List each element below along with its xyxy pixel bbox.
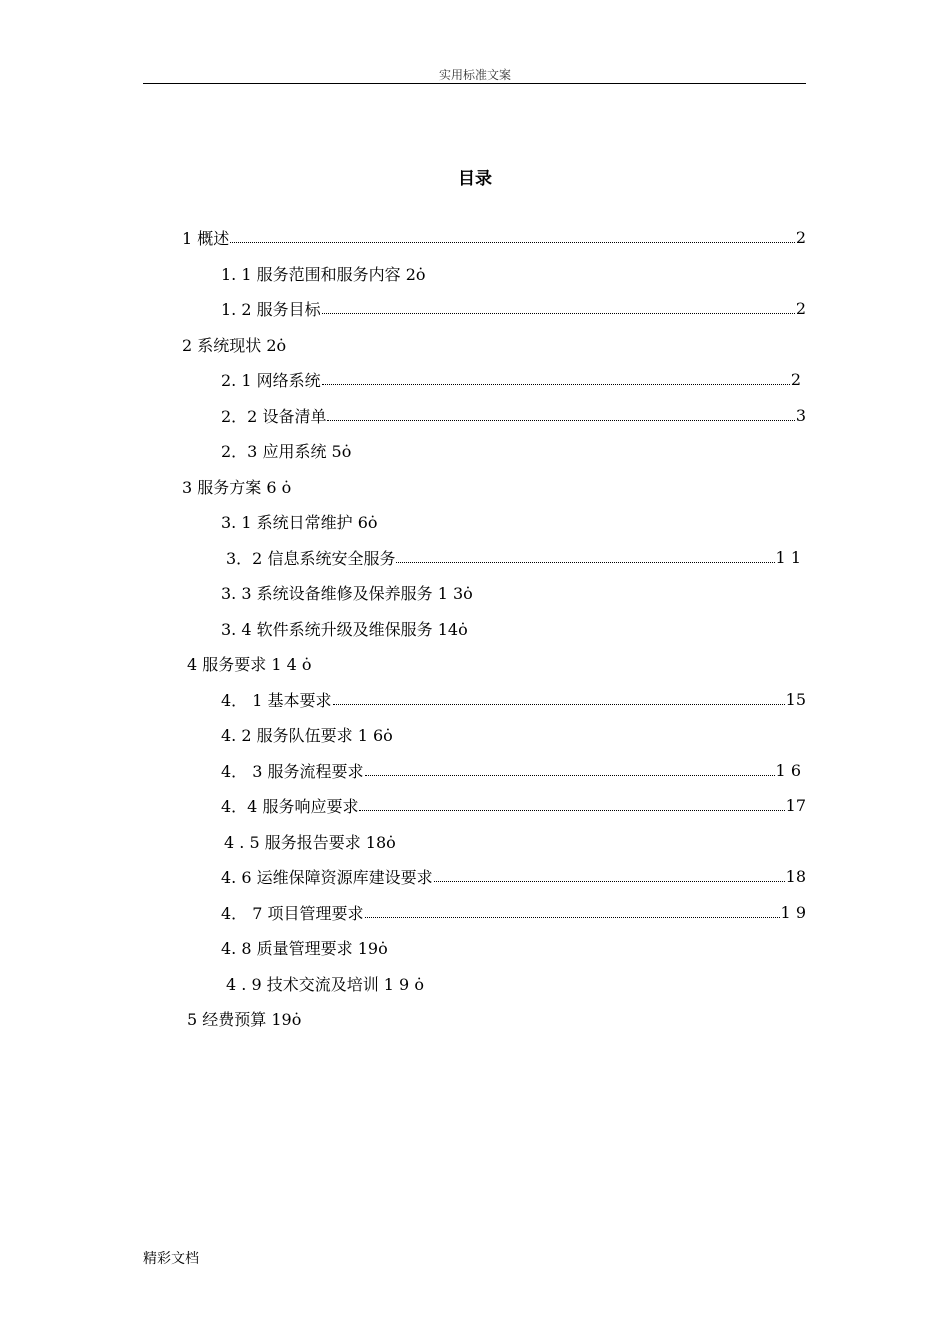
toc-entry-label: 5 经费预算 19ȯ xyxy=(187,1010,302,1029)
toc-entry-label: 3．2 信息系统安全服务 xyxy=(226,548,396,568)
toc-entry-label: 2．2 设备清单 xyxy=(221,406,327,426)
footer-text: 精彩文档 xyxy=(143,1251,199,1267)
toc-entry-label: 4． 3 服务流程要求 xyxy=(221,761,364,781)
toc-entry-label: 3. 4 软件系统升级及维保服务 14ȯ xyxy=(221,619,468,639)
toc-entry[interactable] xyxy=(187,646,787,681)
toc-entry-label: 4． 7 项目管理要求 xyxy=(221,903,364,923)
toc-entry[interactable] xyxy=(221,362,801,397)
header-text: 实用标准文案 xyxy=(438,68,511,82)
toc-page-number: 17 xyxy=(785,796,806,815)
toc-dot-leader xyxy=(365,901,780,918)
toc-entry-label: 3. 1 系统日常维护 6ȯ xyxy=(221,513,378,532)
toc-entry-label: 1 概述 xyxy=(182,229,230,248)
toc-entry[interactable] xyxy=(221,895,806,930)
toc-page-number: 15 xyxy=(785,689,806,709)
toc-dot-leader xyxy=(230,226,795,243)
toc-entry-label: 3. 3 系统设备维修及保养服务 1 3ȯ xyxy=(221,584,473,603)
toc-page-number: 2 xyxy=(790,370,801,389)
toc-entry-label: 2. 1 网络系统 xyxy=(221,371,321,390)
toc-entry[interactable] xyxy=(182,469,782,504)
toc-entry-label: 4. 2 服务队伍要求 1 6ȯ xyxy=(221,726,393,745)
toc-entry[interactable] xyxy=(226,966,826,1001)
toc-dot-leader xyxy=(322,297,795,314)
toc-entry-label: 4 . 9 技术交流及培训 1 9 ȯ xyxy=(226,974,424,994)
toc-entry[interactable] xyxy=(226,540,801,575)
toc-entry-label: 3 服务方案 6 ȯ xyxy=(182,477,292,497)
toc-entry[interactable] xyxy=(221,788,806,823)
header-divider xyxy=(143,83,806,84)
toc-page-number: 2 xyxy=(795,228,806,247)
toc-entry[interactable] xyxy=(221,291,806,326)
toc-entry[interactable] xyxy=(221,611,821,646)
toc-page-number: 18 xyxy=(785,867,806,886)
toc-entry-label: 4 . 5 服务报告要求 18ȯ xyxy=(224,832,396,852)
toc-entry-label: 4． 1 基本要求 xyxy=(221,690,332,710)
toc-entry-label: 4．4 服务响应要求 xyxy=(221,797,359,816)
toc-entry-label: 2．3 应用系统 5ȯ xyxy=(221,442,352,461)
toc-dot-leader xyxy=(365,759,775,776)
toc-page-number: 1 6 xyxy=(775,760,801,780)
toc-dot-leader xyxy=(434,865,785,882)
toc-entry-label: 4. 6 运维保障资源库建设要求 xyxy=(221,868,433,887)
toc-page-number: 2 xyxy=(795,299,806,318)
toc-title: 目录 xyxy=(458,169,492,189)
toc-entry[interactable] xyxy=(224,824,824,859)
toc-entry[interactable] xyxy=(221,504,821,539)
toc-dot-leader xyxy=(333,688,785,705)
toc-dot-leader xyxy=(322,368,790,385)
toc-entry[interactable] xyxy=(221,682,806,717)
toc-entry-label: 4. 8 质量管理要求 19ȯ xyxy=(221,939,388,958)
toc-entry[interactable] xyxy=(187,1001,787,1036)
toc-entry-label: 1. 2 服务目标 xyxy=(221,300,321,319)
toc-entry[interactable] xyxy=(221,256,821,291)
toc-entry[interactable] xyxy=(221,575,821,610)
toc-entry-label: 4 服务要求 1 4 ȯ xyxy=(187,655,312,674)
toc-entry[interactable] xyxy=(221,859,806,894)
toc-entry[interactable] xyxy=(221,717,821,752)
toc-entry[interactable] xyxy=(221,398,806,433)
toc-entry[interactable] xyxy=(182,220,806,255)
toc-entry[interactable] xyxy=(221,753,801,788)
toc-dot-leader xyxy=(359,794,784,811)
toc-entry[interactable] xyxy=(221,930,821,965)
toc-page-number: 1 1 xyxy=(775,547,801,567)
toc-dot-leader xyxy=(396,546,774,563)
toc-dot-leader xyxy=(327,404,794,421)
toc-page-number: 3 xyxy=(795,405,806,425)
toc-page-number: 1 9 xyxy=(780,902,806,922)
toc-entry[interactable] xyxy=(182,327,782,362)
toc-entry[interactable] xyxy=(221,433,821,468)
toc-entry-label: 1. 1 服务范围和服务内容 2ȯ xyxy=(221,264,426,284)
toc-entry-label: 2 系统现状 2ȯ xyxy=(182,335,287,355)
